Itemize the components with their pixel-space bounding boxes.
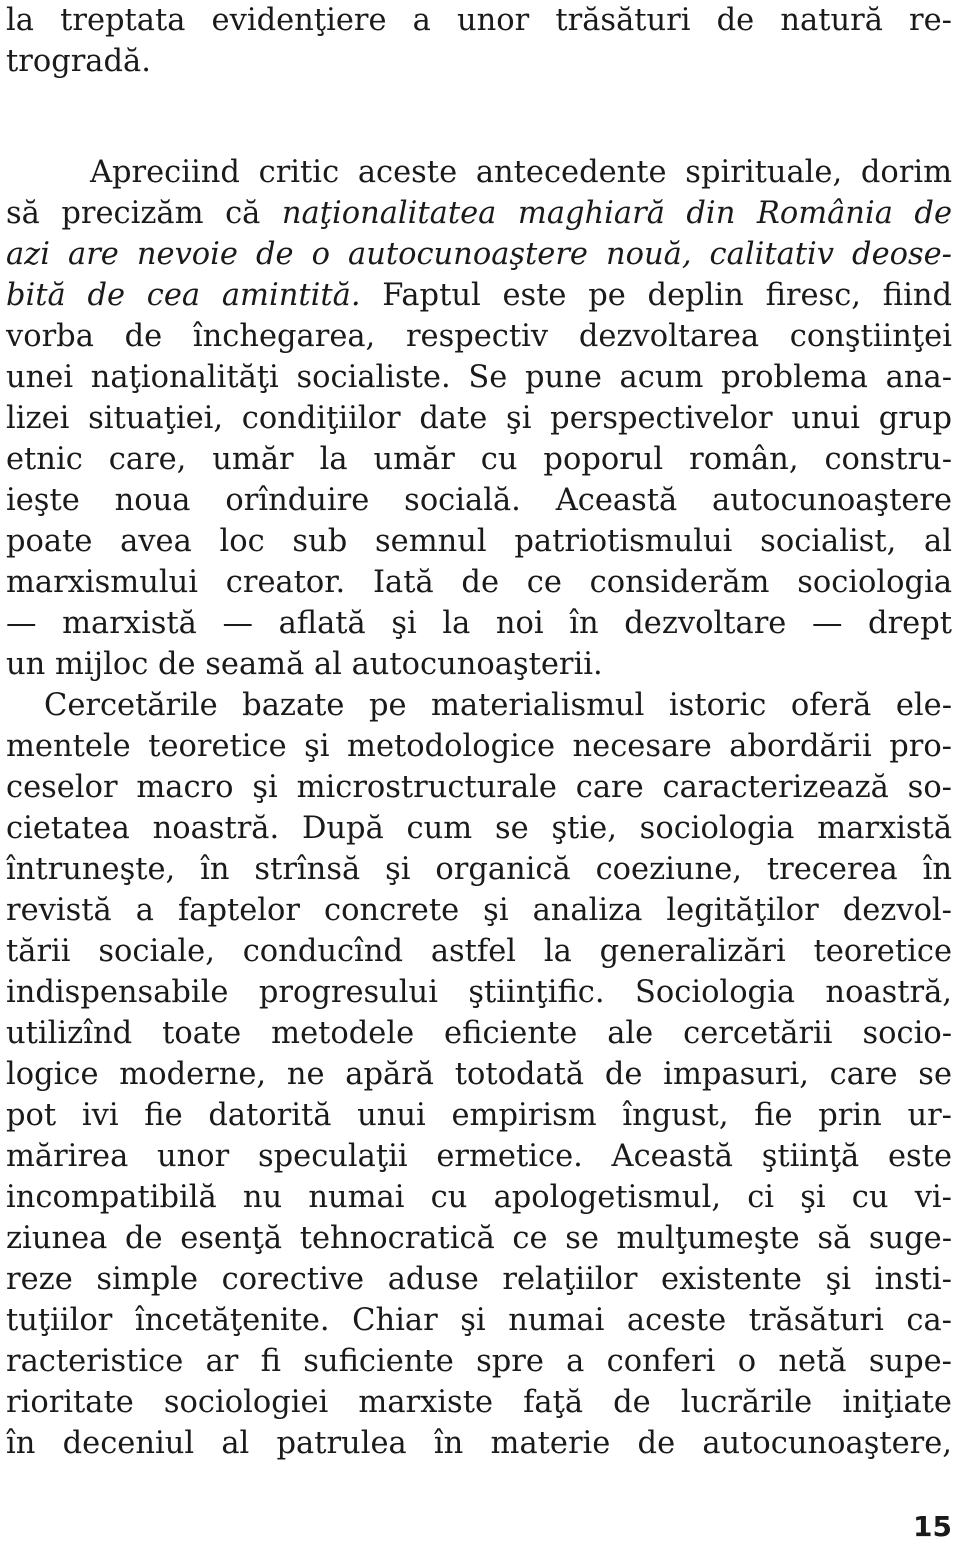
- text-line: logice moderne, ne apără totodată de impasuri, care se: [6, 1057, 952, 1092]
- text-line: racteristice ar fi suficiente spre a conferi o netă supe-: [6, 1344, 952, 1379]
- text-line: incompatibilă nu numai cu apologetismul, ci şi cu vi-: [6, 1180, 952, 1215]
- page-number: 15: [913, 1510, 952, 1543]
- text-line: în deceniul al patrulea în materie de autocunoaştere,: [6, 1426, 952, 1461]
- text-line: poate avea loc sub semnul patriotismului socialist, al: [6, 524, 952, 559]
- text-line: cietatea noastră. După cum se ştie, sociologia marxistă: [6, 811, 952, 846]
- text-line: indispensabile progresului ştiinţific. Sociologia noastră,: [6, 975, 952, 1010]
- paragraph: [6, 685, 952, 1464]
- text-line: unei naţionalităţi socialiste. Se pune acum problema ana-: [6, 360, 952, 395]
- text-line: mentele teoretice şi metodologice necesare abordării pro-: [6, 729, 952, 764]
- text-line: vorba de închegarea, respectiv dezvoltarea conştiinţei: [6, 319, 952, 354]
- italic-emphasis: naţionalitatea maghiară din România de: [281, 196, 952, 231]
- text-line: ceselor macro şi microstructurale care caracterizează so-: [6, 770, 952, 805]
- text-line: la treptata evidenţiere a unor trăsături de natură re-: [6, 3, 952, 38]
- italic-emphasis: bită de cea amintită.: [6, 278, 361, 313]
- text-line: [6, 193, 952, 234]
- paragraph-gap: [6, 82, 952, 152]
- text-segment: Faptul este pe deplin firesc, fiind: [360, 278, 952, 313]
- text-line: marxismului creator. Iată de ce considerăm sociologia: [6, 565, 952, 600]
- text-line: Cercetările bazate pe materialismul istoric oferă ele-: [44, 688, 952, 723]
- text-line: trogradă.: [6, 44, 151, 79]
- text-line: tuţiilor încetăţenite. Chiar şi numai aceste trăsături ca-: [6, 1303, 952, 1338]
- text-line: tării sociale, conducînd astfel la generalizări teoretice: [6, 934, 952, 969]
- text-line: Apreciind critic aceste antecedente spirituale, dorim: [90, 155, 952, 190]
- text-line: etnic care, umăr la umăr cu poporul român, constru-: [6, 442, 952, 477]
- text-line: utilizînd toate metodele eficiente ale cercetării socio-: [6, 1016, 952, 1051]
- paragraph-continuation: [6, 0, 952, 82]
- text-line: pot ivi fie datorită unui empirism îngust, fie prin ur-: [6, 1098, 952, 1133]
- italic-line: azi are nevoie de o autocunoaştere nouă, calitativ deose-: [6, 237, 952, 272]
- text-line: [6, 275, 952, 316]
- text-line: ziunea de esenţă tehnocratică ce se mulţumeşte să suge-: [6, 1221, 952, 1256]
- text-line: ieşte noua orînduire socială. Această autocunoaştere: [6, 483, 952, 518]
- text-line: lizei situaţiei, condiţiilor date şi perspectivelor unui grup: [6, 401, 952, 436]
- text-line: reze simple corective aduse relaţiilor existente şi insti-: [6, 1262, 952, 1297]
- text-line: — marxistă — aflată şi la noi în dezvoltare — drept: [6, 606, 952, 641]
- document-page: [6, 0, 952, 1464]
- text-line: rioritate sociologiei marxiste faţă de lucrările iniţiate: [6, 1385, 952, 1420]
- text-line: un mijloc de seamă al autocunoaşterii.: [6, 647, 603, 682]
- text-line: revistă a faptelor concrete şi analiza legităţilor dezvol-: [6, 893, 952, 928]
- text-segment: să precizăm că: [6, 196, 282, 231]
- text-line: mărirea unor speculaţii ermetice. Această ştiinţă este: [6, 1139, 952, 1174]
- text-line: întruneşte, în strînsă şi organică coeziune, trecerea în: [6, 852, 952, 887]
- paragraph: [6, 152, 952, 685]
